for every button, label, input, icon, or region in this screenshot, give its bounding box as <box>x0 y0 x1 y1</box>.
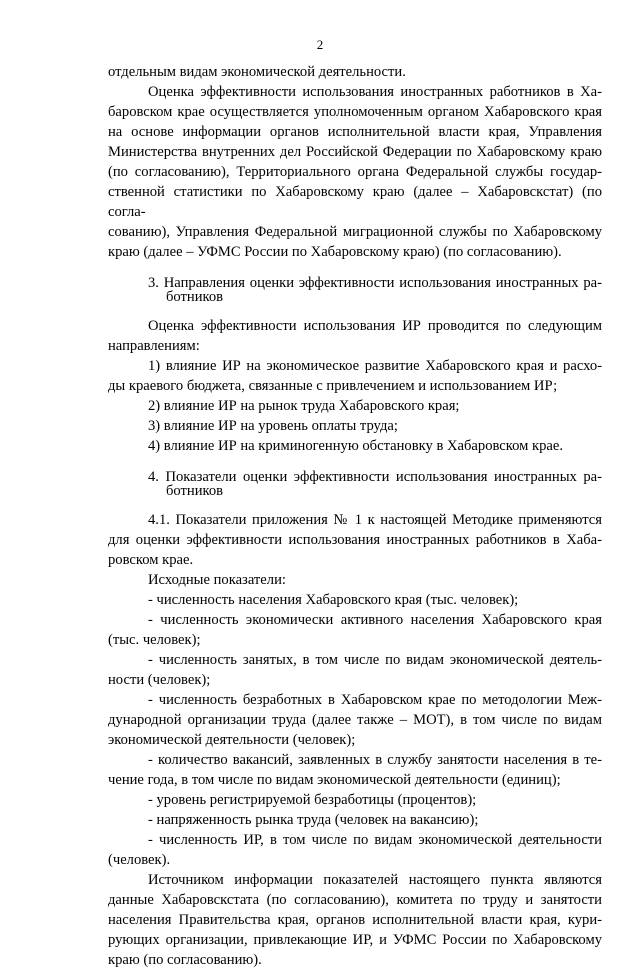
text-line: 4.1. Показатели приложения № 1 к настоящей Методике применяются <box>148 512 602 528</box>
text-line: рующих организации, привлекающие ИР, и УФМС России по Хабаровскому <box>108 932 602 948</box>
text-line: - численность населения Хабаровского края (тыс. человек); <box>148 592 519 608</box>
text-line: на основе информации органов исполнительной власти края, Управления <box>108 124 602 140</box>
text-line: краю (далее – УФМС России по Хабаровскому краю) (по согласованию). <box>108 244 562 260</box>
text-line: 3) влияние ИР на уровень оплаты труда; <box>148 418 398 434</box>
text-line: - численность безработных в Хабаровском крае по методологии Меж- <box>148 692 602 708</box>
text-line: Источником информации показателей настоящего пункта являются <box>148 872 602 888</box>
list-item-unemployed <box>108 690 602 750</box>
text-line: 4) влияние ИР на криминогенную обстановку в Хабаровском крае. <box>148 438 564 454</box>
list-item-direction-2 <box>108 396 602 416</box>
paragraph-continuation <box>108 62 602 82</box>
text-line: ды краевого бюджета, связанные с привлечением и использованием ИР; <box>108 378 558 394</box>
text-line: баровском крае осуществляется уполномоченным органом Хабаровского края <box>108 104 602 120</box>
text-line: Исходные показатели: <box>148 572 286 588</box>
document-body <box>108 62 602 970</box>
text-line: экономической деятельности (человек); <box>108 732 356 748</box>
text-line: - количество вакансий, заявленных в службу занятости населения в те- <box>148 752 602 768</box>
text-line: ности (человек); <box>108 672 211 688</box>
list-item-active-population <box>108 610 602 650</box>
paragraph-source-indicators <box>108 570 602 590</box>
text-line: направлениям: <box>108 338 200 354</box>
section-heading-3 <box>108 276 602 304</box>
text-line: - численность занятых, в том числе по видам экономической деятель- <box>148 652 602 668</box>
paragraph-authority <box>108 82 602 262</box>
heading-line: ботников <box>166 289 224 305</box>
text-line: Оценка эффективности использования иностранных работников в Ха- <box>148 84 602 100</box>
text-line: для оценки эффективности использования иностранных работников в Хаба- <box>108 532 602 548</box>
text-line: - численность ИР, в том числе по видам экономической деятельности <box>148 832 602 848</box>
text-line: населения Правительства края, органов исполнительной власти края, кури- <box>108 912 602 928</box>
list-item-direction-4 <box>108 436 602 456</box>
text-line: 2) влияние ИР на рынок труда Хабаровского края; <box>148 398 460 414</box>
section-heading-4 <box>108 470 602 498</box>
text-line: ровском крае. <box>108 552 194 568</box>
text-line: 1) влияние ИР на экономическое развитие Хабаровского края и расхо- <box>148 358 602 374</box>
text-line: Оценка эффективности использования ИР проводится по следующим <box>148 318 602 334</box>
text-line: чение года, в том числе по видам экономической деятельности (единиц); <box>108 772 561 788</box>
paragraph-information-source <box>108 870 602 970</box>
text-line: отдельным видам экономической деятельности. <box>108 64 406 80</box>
text-line: - уровень регистрируемой безработицы (процентов); <box>148 792 477 808</box>
paragraph-directions-intro <box>108 316 602 356</box>
list-item-population <box>108 590 602 610</box>
text-line: (человек). <box>108 852 171 868</box>
heading-line: 4. Показатели оценки эффективности использования иностранных ра- <box>148 469 602 485</box>
text-line: Министерства внутренних дел Российской Федерации по Хабаровскому краю <box>108 144 602 160</box>
text-line: - численность экономически активного населения Хабаровского края <box>148 612 602 628</box>
list-item-vacancies <box>108 750 602 790</box>
text-line: данные Хабаровскстата (по согласованию), комитета по труду и занятости <box>108 892 602 908</box>
text-line: (тыс. человек); <box>108 632 201 648</box>
list-item-labor-tension <box>108 810 602 830</box>
text-line: (по согласованию), Территориального органа Федеральной службы государ- <box>108 164 602 180</box>
paragraph-4-1 <box>108 510 602 570</box>
text-line: дународной организации труда (далее также – МОТ), в том числе по видам <box>108 712 602 728</box>
list-item-unemployment-rate <box>108 790 602 810</box>
heading-line: ботников <box>166 483 224 499</box>
list-item-direction-3 <box>108 416 602 436</box>
list-item-direction-1 <box>108 356 602 396</box>
text-line: краю (по согласованию). <box>108 952 262 968</box>
page-number: 2 <box>316 37 324 52</box>
heading-line: 3. Направления оценки эффективности использования иностранных ра- <box>148 275 602 291</box>
text-line: сованию), Управления Федеральной миграционной службы по Хабаровскому <box>108 224 602 240</box>
list-item-employed <box>108 650 602 690</box>
list-item-foreign-workers <box>108 830 602 870</box>
text-line: - напряженность рынка труда (человек на вакансию); <box>148 812 479 828</box>
text-line: ственной статистики по Хабаровскому краю (далее – Хабаровскстат) (по согла- <box>108 184 602 220</box>
